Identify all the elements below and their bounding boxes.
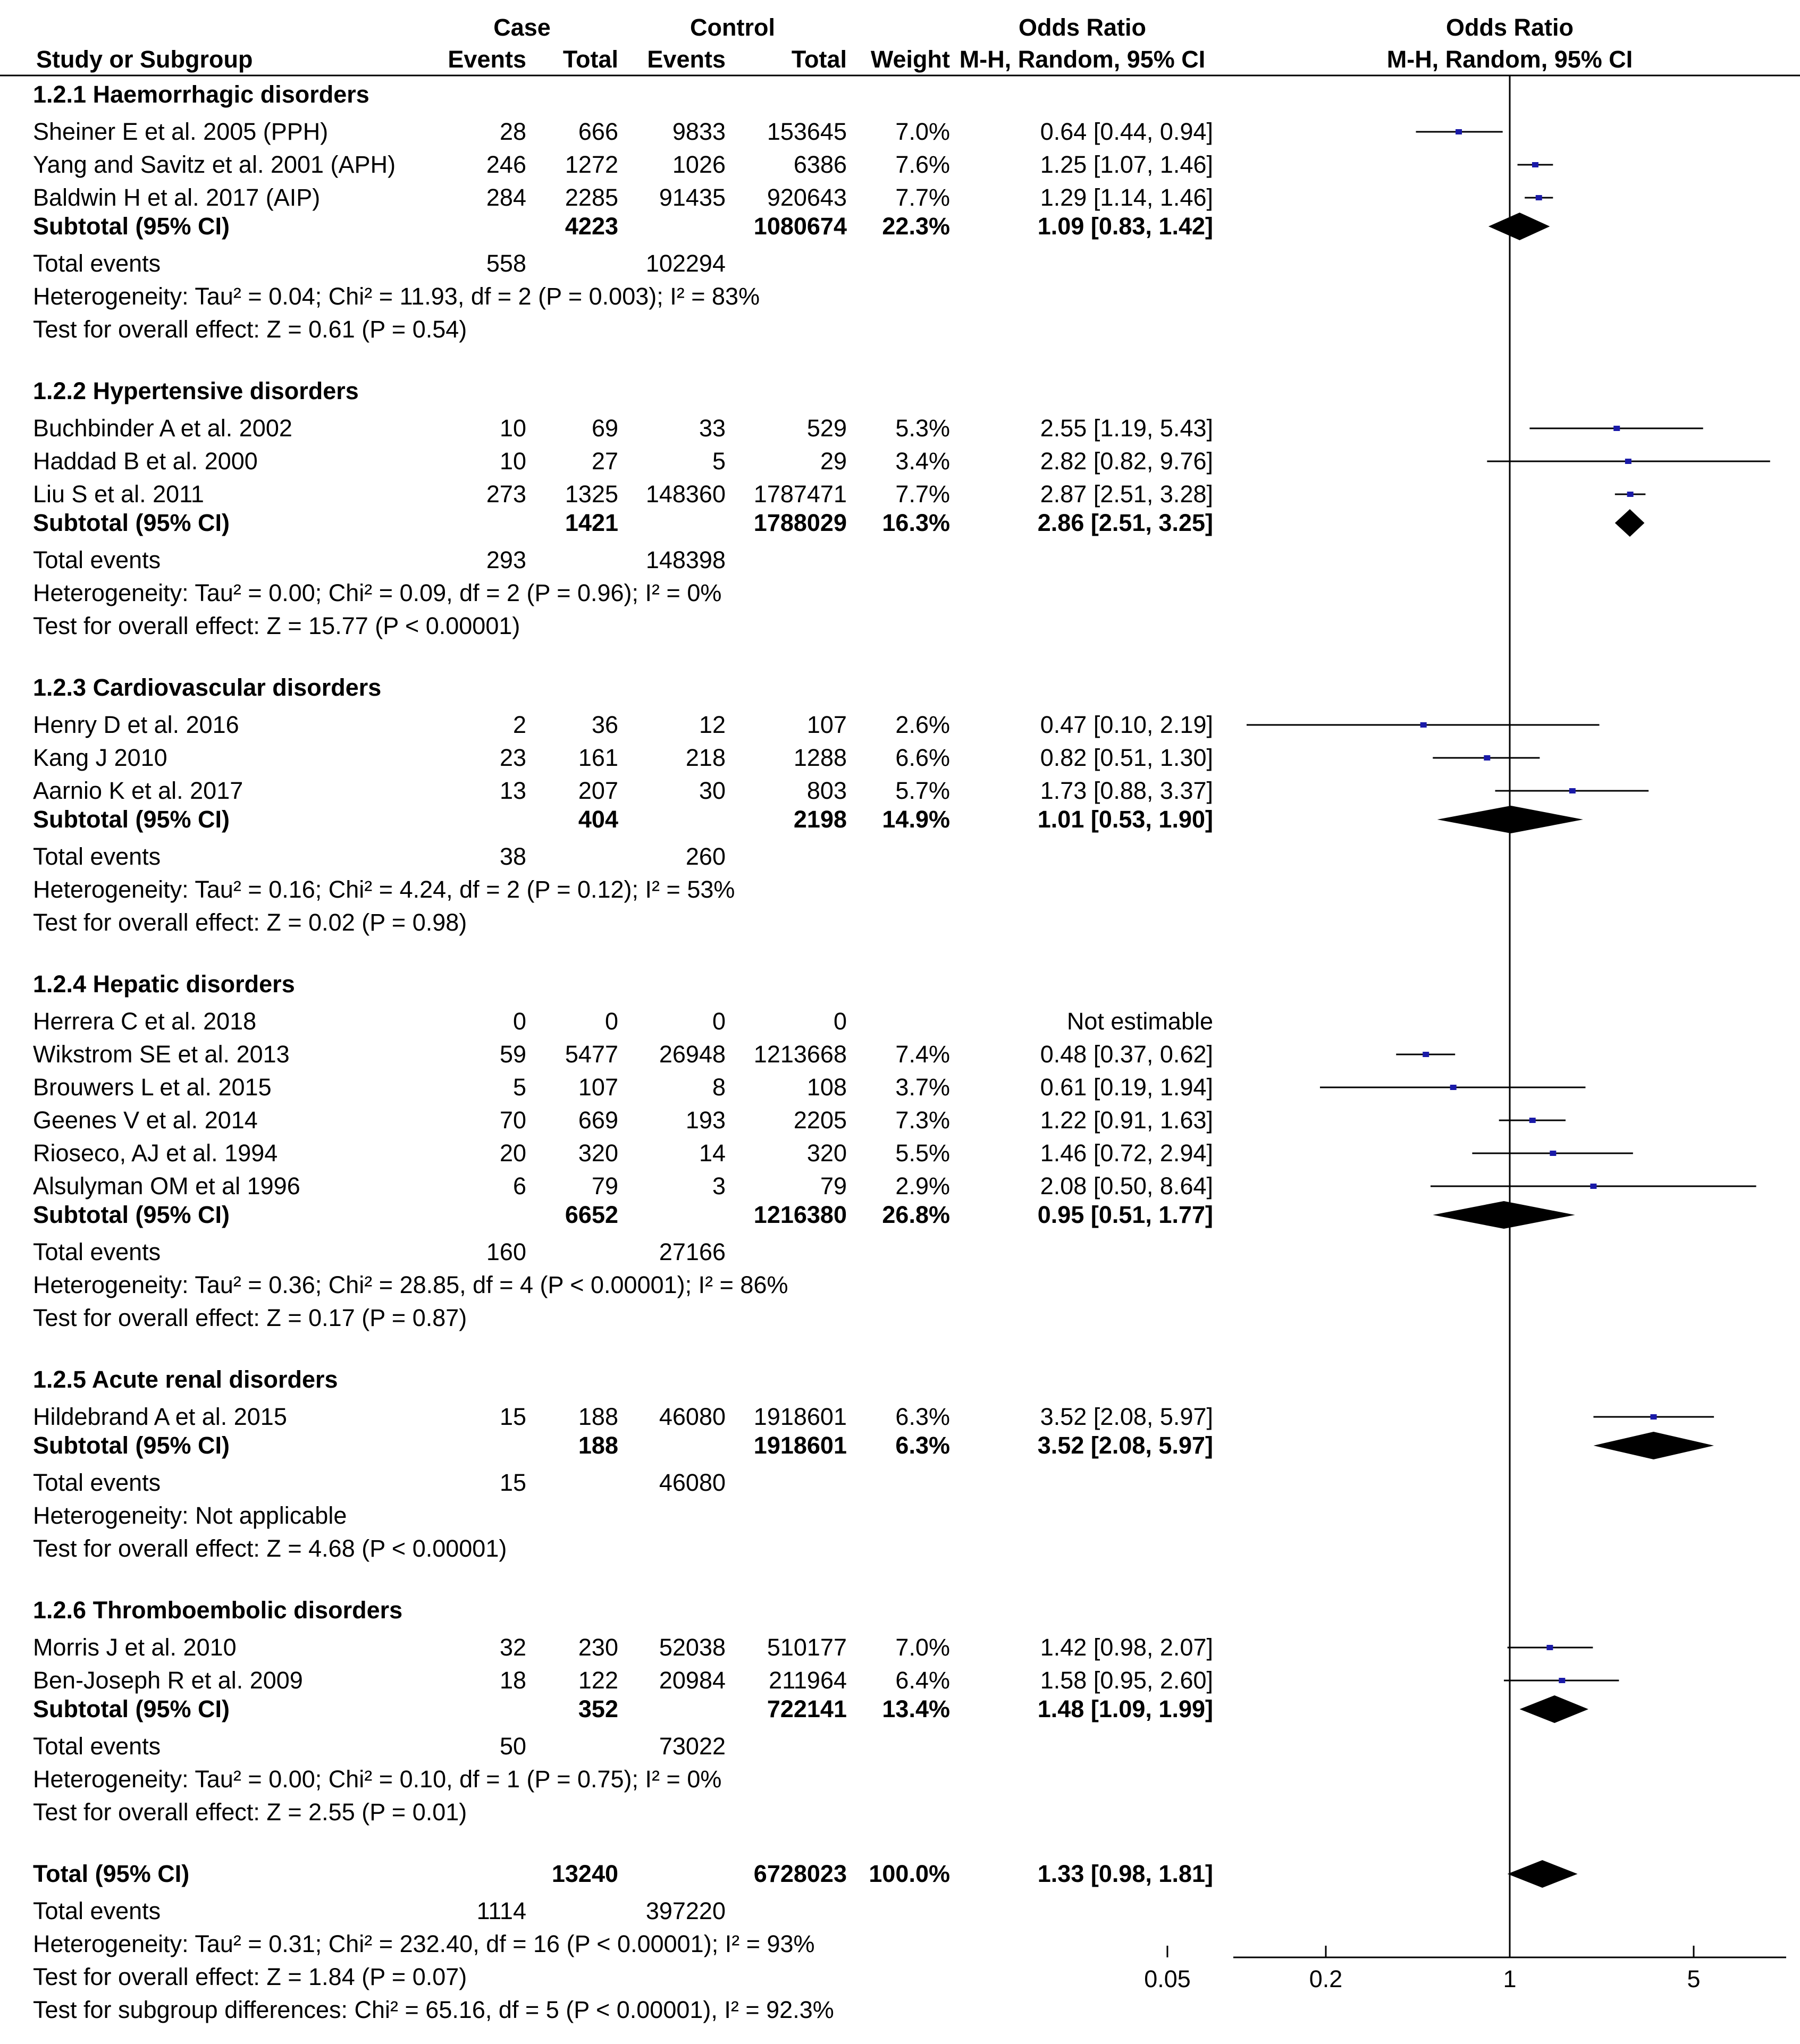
- point-estimate: [1532, 162, 1538, 167]
- odds-ratio-ci: 0.47 [0.10, 2.19]: [1040, 711, 1213, 738]
- control-total: 1918601: [753, 1403, 847, 1430]
- total-events-label: Total events: [33, 1733, 161, 1760]
- total-events-label: Total events: [33, 843, 161, 870]
- total-control-total: 6728023: [753, 1860, 847, 1887]
- subtotal-ci: 1.09 [0.83, 1.42]: [1037, 213, 1213, 240]
- control-events: 12: [699, 711, 726, 738]
- subgroup-title: 1.2.5 Acute renal disorders: [33, 1366, 338, 1393]
- study-name: Kang J 2010: [33, 744, 167, 771]
- control-events: 91435: [659, 184, 726, 211]
- case-total: 207: [578, 777, 618, 804]
- header-case-total: Total: [562, 46, 618, 73]
- header-case-group: Case: [493, 14, 551, 41]
- study-name: Ben-Joseph R et al. 2009: [33, 1667, 303, 1694]
- control-events: 5: [712, 447, 726, 475]
- subtotal-control-total: 1080674: [753, 213, 847, 240]
- subtotal-ci: 1.48 [1.09, 1.99]: [1037, 1695, 1213, 1722]
- point-estimate: [1651, 1414, 1657, 1420]
- heterogeneity: Heterogeneity: Tau² = 0.36; Chi² = 28.85, df = 4 (P < 0.00001); I² = 86%: [33, 1271, 788, 1298]
- control-total: 211964: [769, 1667, 847, 1694]
- case-total: 320: [578, 1139, 618, 1167]
- control-total: 1288: [793, 744, 847, 771]
- case-total: 666: [578, 118, 618, 145]
- case-events: 70: [499, 1107, 526, 1134]
- total-events-control: 73022: [659, 1733, 726, 1760]
- case-total: 27: [591, 447, 618, 475]
- odds-ratio-ci: 1.29 [1.14, 1.46]: [1040, 184, 1213, 211]
- weight: 6.4%: [895, 1667, 950, 1694]
- odds-ratio-ci: 0.64 [0.44, 0.94]: [1040, 118, 1213, 145]
- case-events: 13: [499, 777, 526, 804]
- case-total: 161: [578, 744, 618, 771]
- study-name: Baldwin H et al. 2017 (AIP): [33, 184, 321, 211]
- x-tick-label: 1: [1503, 1965, 1517, 1992]
- control-total: 510177: [767, 1634, 847, 1661]
- case-total: 188: [578, 1403, 618, 1430]
- total-label: Total (95% CI): [33, 1860, 190, 1887]
- weight: 3.4%: [895, 447, 950, 475]
- subgroup-title: 1.2.6 Thromboembolic disorders: [33, 1597, 403, 1624]
- subgroup-title: 1.2.4 Hepatic disorders: [33, 970, 295, 998]
- study-name: Herrera C et al. 2018: [33, 1008, 257, 1035]
- case-events: 10: [499, 447, 526, 475]
- grand-total-events-label: Total events: [33, 1897, 161, 1924]
- point-estimate: [1420, 722, 1427, 728]
- header-control-group: Control: [690, 14, 775, 41]
- overall-effect: Test for overall effect: Z = 15.77 (P < 0.00001): [33, 612, 520, 639]
- total-events-label: Total events: [33, 250, 161, 277]
- subtotal-ci: 1.01 [0.53, 1.90]: [1037, 806, 1213, 833]
- point-estimate: [1625, 459, 1631, 464]
- heterogeneity: Heterogeneity: Tau² = 0.04; Chi² = 11.93, df = 2 (P = 0.003); I² = 83%: [33, 283, 760, 310]
- header-control-total: Total: [791, 46, 847, 73]
- odds-ratio-ci: Not estimable: [1066, 1008, 1213, 1035]
- subtotal-label: Subtotal (95% CI): [33, 509, 230, 536]
- case-events: 10: [499, 415, 526, 442]
- control-events: 14: [699, 1139, 726, 1167]
- control-events: 30: [699, 777, 726, 804]
- control-events: 1026: [672, 151, 726, 178]
- subtotal-control-total: 1918601: [753, 1432, 847, 1459]
- subtotal-control-total: 722141: [767, 1695, 847, 1722]
- subtotal-case-total: 6652: [565, 1201, 618, 1228]
- study-name: Haddad B et al. 2000: [33, 447, 258, 475]
- header-control-events: Events: [647, 46, 726, 73]
- case-total: 2285: [565, 184, 618, 211]
- odds-ratio-ci: 3.52 [2.08, 5.97]: [1040, 1403, 1213, 1430]
- study-name: Yang and Savitz et al. 2001 (APH): [33, 151, 396, 178]
- header-method: M-H, Random, 95% CI: [959, 46, 1206, 73]
- subtotal-ci: 0.95 [0.51, 1.77]: [1037, 1201, 1213, 1228]
- total-events-case: 160: [486, 1238, 526, 1265]
- point-estimate: [1550, 1151, 1556, 1156]
- total-events-control: 260: [685, 843, 726, 870]
- control-events: 218: [685, 744, 726, 771]
- total-events-case: 293: [486, 546, 526, 573]
- odds-ratio-ci: 0.48 [0.37, 0.62]: [1040, 1041, 1213, 1068]
- total-events-control: 148398: [645, 546, 726, 573]
- control-events: 33: [699, 415, 726, 442]
- weight: 5.3%: [895, 415, 950, 442]
- subtotal-weight: 13.4%: [882, 1695, 950, 1722]
- subtotal-label: Subtotal (95% CI): [33, 1201, 230, 1228]
- total-events-label: Total events: [33, 546, 161, 573]
- heterogeneity: Heterogeneity: Tau² = 0.16; Chi² = 4.24, df = 2 (P = 0.12); I² = 53%: [33, 876, 735, 903]
- case-events: 59: [499, 1041, 526, 1068]
- total-events-case: 38: [499, 843, 526, 870]
- point-estimate: [1613, 426, 1620, 431]
- case-total: 1325: [565, 480, 618, 508]
- case-events: 20: [499, 1139, 526, 1167]
- study-name: Sheiner E et al. 2005 (PPH): [33, 118, 329, 145]
- total-events-label: Total events: [33, 1238, 161, 1265]
- case-total: 0: [604, 1008, 618, 1035]
- study-name: Liu S et al. 2011: [33, 480, 204, 508]
- study-name: Rioseco, AJ et al. 1994: [33, 1139, 278, 1167]
- point-estimate: [1559, 1678, 1565, 1683]
- subtotal-diamond: [1615, 509, 1645, 537]
- subtotal-label: Subtotal (95% CI): [33, 1432, 230, 1459]
- control-total: 6386: [793, 151, 847, 178]
- point-estimate: [1590, 1184, 1596, 1189]
- weight: 5.7%: [895, 777, 950, 804]
- case-events: 284: [486, 184, 526, 211]
- point-estimate: [1529, 1118, 1536, 1123]
- case-total: 36: [591, 711, 618, 738]
- control-events: 8: [712, 1074, 726, 1101]
- point-estimate: [1536, 195, 1542, 200]
- header-case-events: Events: [448, 46, 526, 73]
- study-name: Geenes V et al. 2014: [33, 1107, 258, 1134]
- case-total: 230: [578, 1634, 618, 1661]
- odds-ratio-ci: 1.42 [0.98, 2.07]: [1040, 1634, 1213, 1661]
- x-tick-label: 0.05: [1144, 1965, 1191, 1992]
- weight: 6.6%: [895, 744, 950, 771]
- total-case-total: 13240: [551, 1860, 618, 1887]
- case-total: 5477: [565, 1041, 618, 1068]
- odds-ratio-ci: 0.61 [0.19, 1.94]: [1040, 1074, 1213, 1101]
- case-events: 23: [499, 744, 526, 771]
- point-estimate: [1423, 1052, 1429, 1057]
- subtotal-weight: 22.3%: [882, 213, 950, 240]
- overall-effect: Test for overall effect: Z = 0.17 (P = 0.87): [33, 1304, 467, 1331]
- subtotal-diamond: [1520, 1695, 1588, 1723]
- study-name: Hildebrand A et al. 2015: [33, 1403, 287, 1430]
- header-plot-odds-ratio: Odds Ratio: [1445, 14, 1574, 41]
- subtotal-diamond: [1593, 1432, 1714, 1459]
- odds-ratio-ci: 2.87 [2.51, 3.28]: [1040, 480, 1213, 508]
- weight: 2.9%: [895, 1172, 950, 1200]
- case-events: 32: [499, 1634, 526, 1661]
- study-name: Morris J et al. 2010: [33, 1634, 237, 1661]
- total-events-control: 27166: [659, 1238, 726, 1265]
- control-total: 153645: [767, 118, 847, 145]
- heterogeneity: Heterogeneity: Tau² = 0.00; Chi² = 0.09, df = 2 (P = 0.96); I² = 0%: [33, 579, 722, 606]
- control-total: 320: [806, 1139, 847, 1167]
- total-diamond: [1508, 1860, 1578, 1888]
- study-name: Buchbinder A et al. 2002: [33, 415, 292, 442]
- case-events: 5: [512, 1074, 526, 1101]
- grand-total-events-case: 1114: [476, 1897, 526, 1924]
- overall-effect: Test for overall effect: Z = 2.55 (P = 0.01): [33, 1798, 467, 1826]
- subgroup-title: 1.2.1 Haemorrhagic disorders: [33, 81, 369, 108]
- total-events-case: 50: [499, 1733, 526, 1760]
- point-estimate: [1627, 492, 1634, 497]
- control-events: 26948: [659, 1041, 726, 1068]
- total-ci: 1.33 [0.98, 1.81]: [1037, 1860, 1213, 1887]
- odds-ratio-ci: 1.25 [1.07, 1.46]: [1040, 151, 1213, 178]
- weight: 7.6%: [895, 151, 950, 178]
- study-name: Wikstrom SE et al. 2013: [33, 1041, 290, 1068]
- subtotal-control-total: 1216380: [753, 1201, 847, 1228]
- case-total: 107: [578, 1074, 618, 1101]
- weight: 7.0%: [895, 118, 950, 145]
- control-events: 9833: [672, 118, 726, 145]
- point-estimate: [1569, 788, 1576, 793]
- overall-effect: Test for overall effect: Z = 0.02 (P = 0.98): [33, 909, 467, 936]
- odds-ratio-ci: 2.08 [0.50, 8.64]: [1040, 1172, 1213, 1200]
- study-name: Alsulyman OM et al 1996: [33, 1172, 300, 1200]
- total-heterogeneity: Heterogeneity: Tau² = 0.31; Chi² = 232.40, df = 16 (P < 0.00001); I² = 93%: [33, 1930, 815, 1957]
- header-plot-method: M-H, Random, 95% CI: [1386, 46, 1633, 73]
- control-total: 108: [806, 1074, 847, 1101]
- weight: 7.3%: [895, 1107, 950, 1134]
- weight: 7.4%: [895, 1041, 950, 1068]
- case-events: 246: [486, 151, 526, 178]
- heterogeneity: Heterogeneity: Not applicable: [33, 1502, 347, 1529]
- subtotal-ci: 3.52 [2.08, 5.97]: [1037, 1432, 1213, 1459]
- subtotal-control-total: 2198: [793, 806, 847, 833]
- case-events: 0: [512, 1008, 526, 1035]
- case-total: 122: [578, 1667, 618, 1694]
- subtotal-ci: 2.86 [2.51, 3.25]: [1037, 509, 1213, 536]
- total-events-control: 102294: [645, 250, 726, 277]
- subgroup-title: 1.2.3 Cardiovascular disorders: [33, 674, 382, 701]
- case-events: 6: [512, 1172, 526, 1200]
- subgroup-title: 1.2.2 Hypertensive disorders: [33, 377, 359, 404]
- case-events: 273: [486, 480, 526, 508]
- point-estimate: [1546, 1645, 1553, 1650]
- weight: 7.0%: [895, 1634, 950, 1661]
- control-events: 52038: [659, 1634, 726, 1661]
- control-total: 1213668: [753, 1041, 847, 1068]
- total-events-case: 15: [499, 1469, 526, 1496]
- control-events: 148360: [645, 480, 726, 508]
- case-events: 15: [499, 1403, 526, 1430]
- odds-ratio-ci: 2.55 [1.19, 5.43]: [1040, 415, 1213, 442]
- odds-ratio-ci: 2.82 [0.82, 9.76]: [1040, 447, 1213, 475]
- subtotal-weight: 16.3%: [882, 509, 950, 536]
- header-odds-ratio: Odds Ratio: [1018, 14, 1147, 41]
- control-events: 193: [685, 1107, 726, 1134]
- subtotal-diamond: [1488, 213, 1550, 240]
- study-name: Aarnio K et al. 2017: [33, 777, 243, 804]
- subtotal-weight: 6.3%: [895, 1432, 950, 1459]
- heterogeneity: Heterogeneity: Tau² = 0.00; Chi² = 0.10, df = 1 (P = 0.75); I² = 0%: [33, 1766, 722, 1793]
- control-total: 1787471: [753, 480, 847, 508]
- control-total: 529: [806, 415, 847, 442]
- total-overall-effect: Test for overall effect: Z = 1.84 (P = 0.07): [33, 1963, 467, 1990]
- total-events-control: 46080: [659, 1469, 726, 1496]
- subtotal-case-total: 188: [578, 1432, 618, 1459]
- control-events: 20984: [659, 1667, 726, 1694]
- x-tick-label: 0.2: [1309, 1965, 1343, 1992]
- overall-effect: Test for overall effect: Z = 0.61 (P = 0.54): [33, 316, 467, 343]
- control-total: 79: [820, 1172, 847, 1200]
- case-total: 1272: [565, 151, 618, 178]
- subtotal-label: Subtotal (95% CI): [33, 1695, 230, 1722]
- control-total: 803: [806, 777, 847, 804]
- weight: 6.3%: [895, 1403, 950, 1430]
- case-total: 69: [591, 415, 618, 442]
- case-events: 18: [499, 1667, 526, 1694]
- case-total: 79: [591, 1172, 618, 1200]
- odds-ratio-ci: 1.58 [0.95, 2.60]: [1040, 1667, 1213, 1694]
- subtotal-weight: 26.8%: [882, 1201, 950, 1228]
- overall-effect: Test for overall effect: Z = 4.68 (P < 0.00001): [33, 1535, 507, 1562]
- weight: 7.7%: [895, 480, 950, 508]
- weight: 5.5%: [895, 1139, 950, 1167]
- subtotal-label: Subtotal (95% CI): [33, 806, 230, 833]
- subtotal-diamond: [1433, 1201, 1575, 1229]
- control-events: 0: [712, 1008, 726, 1035]
- study-name: Brouwers L et al. 2015: [33, 1074, 272, 1101]
- point-estimate: [1484, 755, 1490, 761]
- odds-ratio-ci: 0.82 [0.51, 1.30]: [1040, 744, 1213, 771]
- subgroup-differences: Test for subgroup differences: Chi² = 65.16, df = 5 (P < 0.00001), I² = 92.3%: [33, 1996, 834, 2023]
- total-events-label: Total events: [33, 1469, 161, 1496]
- weight: 2.6%: [895, 711, 950, 738]
- x-tick-label: 5: [1687, 1965, 1701, 1992]
- total-weight: 100.0%: [869, 1860, 950, 1887]
- control-total: 107: [806, 711, 847, 738]
- subtotal-case-total: 404: [578, 806, 618, 833]
- control-events: 3: [712, 1172, 726, 1200]
- grand-total-events-control: 397220: [645, 1897, 726, 1924]
- header-study: Study or Subgroup: [36, 46, 253, 73]
- control-events: 46080: [659, 1403, 726, 1430]
- case-events: 28: [499, 118, 526, 145]
- subtotal-label: Subtotal (95% CI): [33, 213, 230, 240]
- header-weight: Weight: [870, 46, 950, 73]
- weight: 3.7%: [895, 1074, 950, 1101]
- subtotal-case-total: 1421: [565, 509, 618, 536]
- subtotal-control-total: 1788029: [753, 509, 847, 536]
- point-estimate: [1450, 1085, 1457, 1090]
- odds-ratio-ci: 1.73 [0.88, 3.37]: [1040, 777, 1213, 804]
- odds-ratio-ci: 1.46 [0.72, 2.94]: [1040, 1139, 1213, 1167]
- point-estimate: [1456, 129, 1462, 134]
- case-events: 2: [512, 711, 526, 738]
- study-name: Henry D et al. 2016: [33, 711, 239, 738]
- total-events-case: 558: [486, 250, 526, 277]
- case-total: 669: [578, 1107, 618, 1134]
- control-total: 29: [820, 447, 847, 475]
- control-total: 920643: [767, 184, 847, 211]
- control-total: 0: [833, 1008, 847, 1035]
- subtotal-case-total: 352: [578, 1695, 618, 1722]
- weight: 7.7%: [895, 184, 950, 211]
- control-total: 2205: [793, 1107, 847, 1134]
- subtotal-case-total: 4223: [565, 213, 618, 240]
- subtotal-weight: 14.9%: [882, 806, 950, 833]
- odds-ratio-ci: 1.22 [0.91, 1.63]: [1040, 1107, 1213, 1134]
